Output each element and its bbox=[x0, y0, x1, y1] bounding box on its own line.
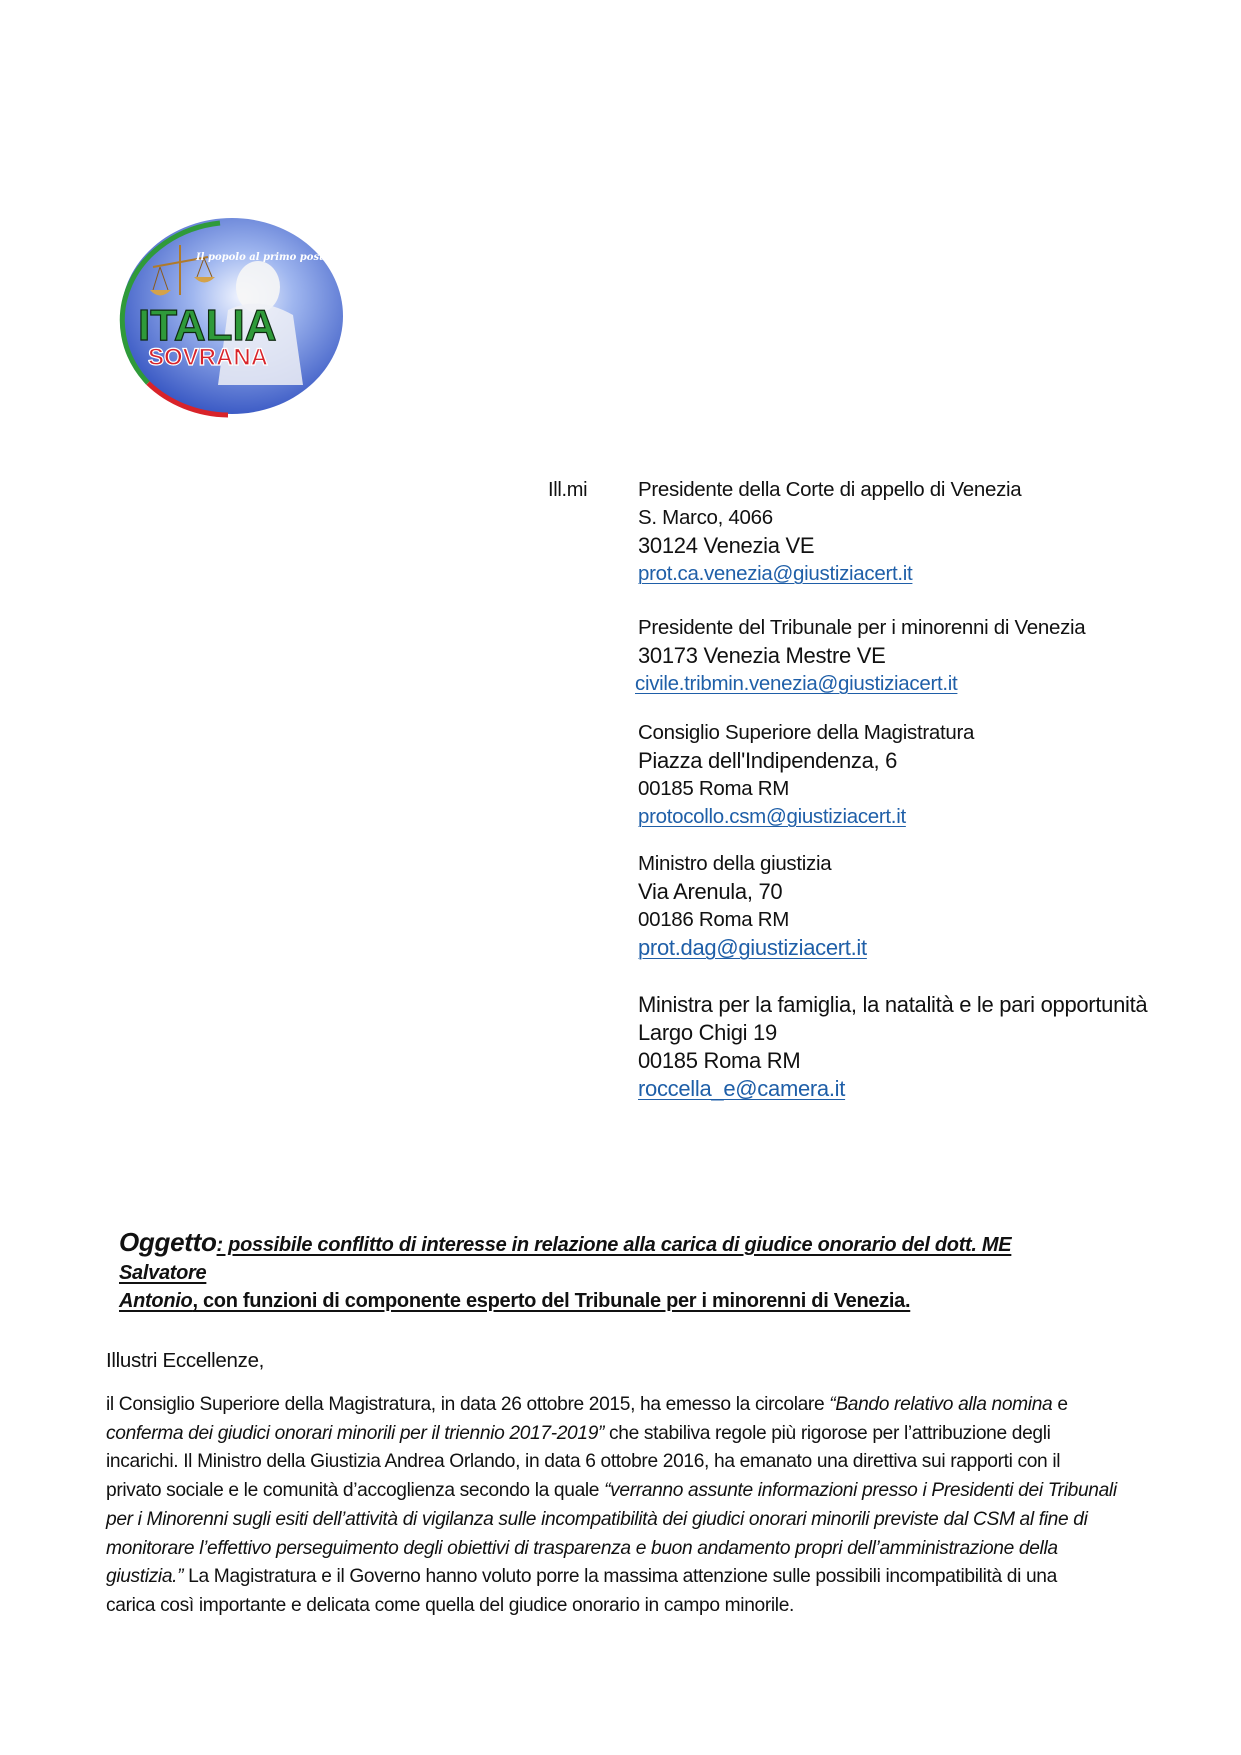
addressee-line: Largo Chigi 19 bbox=[638, 1020, 777, 1045]
addressee-line: 00186 Roma RM bbox=[638, 908, 790, 931]
subject-text: , con funzioni di componente esperto del Tribunale per i minorenni di Venezia. bbox=[192, 1290, 911, 1312]
body-text: La Magistratura e il Governo hanno voluto porre la massima attenzione sulle possibili incompatibilità di una bbox=[183, 1566, 1057, 1588]
logo-tagline: Il popolo al primo posto bbox=[196, 252, 331, 263]
logo-name-line1: ITALIA bbox=[138, 301, 277, 350]
body-quote: conferma dei giudici onorari minorili per il triennio 2017-2019” bbox=[106, 1422, 605, 1444]
body-text: e bbox=[1052, 1394, 1068, 1415]
body-quote: giustizia.” bbox=[106, 1566, 184, 1588]
subject-text: : possibile conflitto di interesse in relazione alla carica di giudice onorario del dott. ME Salvatore bbox=[119, 1234, 1012, 1284]
addressee-line: Via Arenula, 70 bbox=[638, 879, 783, 904]
email-link[interactable]: prot.dag@giustiziacert.it bbox=[638, 935, 867, 960]
greeting: Illustri Eccellenze, bbox=[106, 1349, 265, 1372]
addressee-line: 30124 Venezia VE bbox=[638, 533, 815, 558]
addressee-line: Presidente della Corte di appello di Venezia bbox=[638, 478, 1022, 501]
addressee-line: Ministro della giustizia bbox=[638, 852, 832, 875]
addressee-line: Ministra per la famiglia, la natalità e le pari opportunità bbox=[638, 992, 1148, 1017]
addressee-line: Piazza dell'Indipendenza, 6 bbox=[638, 748, 898, 773]
body-quote: per i Minorenni sugli esiti dell’attività di vigilanza sulle incompatibilità dei giudici onorari minorili previste dal CSM al fine di bbox=[106, 1508, 1088, 1530]
salutation: Ill.mi bbox=[548, 479, 588, 501]
body-paragraph bbox=[106, 1391, 1136, 1621]
email-link[interactable]: protocollo.csm@giustiziacert.it bbox=[638, 805, 906, 828]
email-link[interactable]: roccella_e@camera.it bbox=[638, 1076, 846, 1101]
addressee-block bbox=[638, 476, 1021, 588]
addressee-line: S. Marco, 4066 bbox=[638, 506, 773, 529]
addressee-block bbox=[635, 614, 1086, 698]
subject bbox=[119, 1228, 1069, 1315]
italia-sovrana-logo bbox=[108, 215, 346, 420]
subject-label: Oggetto bbox=[119, 1227, 217, 1257]
body-quote: “Bando relativo alla nomina bbox=[829, 1394, 1053, 1415]
addressee-block bbox=[638, 850, 867, 962]
addressee-line: 00185 Roma RM bbox=[638, 777, 790, 800]
body-text: privato sociale e le comunità d’accoglienza secondo la quale bbox=[106, 1480, 605, 1502]
logo-name-line2: SOVRANA bbox=[148, 344, 269, 371]
addressee-block bbox=[638, 719, 974, 831]
email-link[interactable]: prot.ca.venezia@giustiziacert.it bbox=[638, 562, 913, 585]
email-link[interactable]: civile.tribmin.venezia@giustiziacert.it bbox=[635, 672, 958, 695]
addressee-line: 30173 Venezia Mestre VE bbox=[638, 643, 886, 668]
addressee-line: Consiglio Superiore della Magistratura bbox=[638, 721, 975, 744]
addressee-line: 00185 Roma RM bbox=[638, 1048, 801, 1073]
body-quote: “verranno assunte informazioni presso i Presidenti dei Tribunali bbox=[604, 1480, 1117, 1502]
subject-name: Antonio bbox=[119, 1290, 193, 1312]
body-quote: monitorare l’effettivo perseguimento degli obiettivi di trasparenza e buon andamento propri dell’amministrazione della bbox=[106, 1537, 1058, 1559]
body-text: il Consiglio Superiore della Magistratura, in data 26 ottobre 2015, ha emesso la circolare bbox=[106, 1394, 830, 1415]
addressee-line: Presidente del Tribunale per i minorenni di Venezia bbox=[638, 616, 1086, 639]
body-text: carica così importante e delicata come quella del giudice onorario in campo minorile. bbox=[106, 1594, 795, 1616]
body-text: che stabiliva regole più rigorose per l’attribuzione degli bbox=[604, 1422, 1051, 1444]
body-text: incarichi. Il Ministro della Giustizia Andrea Orlando, in data 6 ottobre 2016, ha emanato una direttiva sui rapporti con il bbox=[106, 1451, 1061, 1473]
addressee-block bbox=[638, 991, 1147, 1103]
